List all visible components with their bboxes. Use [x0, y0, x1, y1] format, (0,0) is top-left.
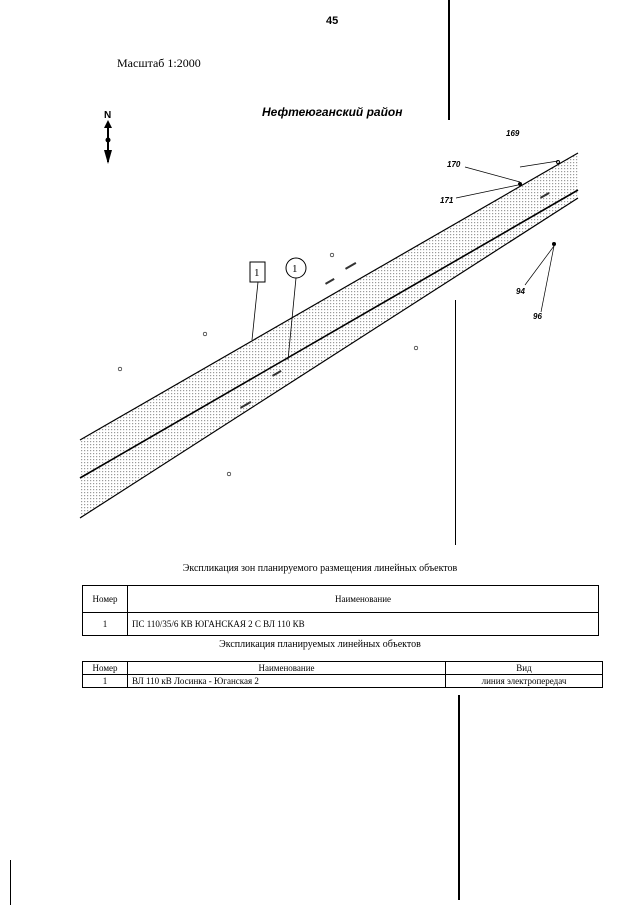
objects-table — [82, 661, 603, 688]
point-169-label: 169 — [506, 129, 520, 138]
table-row — [83, 613, 599, 636]
objects-header-type: Вид — [446, 662, 603, 675]
point-94-label: 94 — [516, 287, 525, 296]
point-96-label: 96 — [533, 312, 542, 321]
scan-line-left-edge — [10, 860, 11, 905]
page-number: 45 — [326, 15, 339, 27]
power-line-axis — [80, 190, 578, 478]
zones-table — [82, 585, 599, 636]
zone-marker — [250, 262, 265, 340]
zones-row-name: ПС 110/35/6 КВ ЮГАНСКАЯ 2 С ВЛ 110 КВ — [128, 613, 599, 636]
planned-zone-area — [80, 153, 578, 518]
zones-table-caption: Экспликация зон планируемого размещения линейных объектов — [182, 563, 458, 574]
objects-row-name: ВЛ 110 кВ Лосинка - Юганская 2 — [128, 675, 446, 688]
zones-header-number: Номер — [83, 586, 128, 613]
point-170-marker — [518, 182, 522, 186]
scan-line-bottom — [458, 695, 460, 900]
objects-table-caption: Экспликация планируемых линейных объектов — [219, 639, 421, 650]
north-arrow-icon — [104, 110, 112, 164]
north-label: N — [104, 110, 112, 121]
point-94-marker — [552, 242, 556, 246]
point-171-label: 171 — [440, 196, 454, 205]
zones-header-name: Наименование — [128, 586, 599, 613]
zones-row-number: 1 — [83, 613, 128, 636]
zone-boundary-bottom — [80, 198, 578, 518]
svg-text:1: 1 — [292, 263, 298, 275]
svg-text:1: 1 — [254, 267, 260, 279]
objects-row-type: линия электропередач — [446, 675, 603, 688]
objects-header-name: Наименование — [128, 662, 446, 675]
district-title: Нефтеюганский район — [262, 105, 403, 119]
objects-header-number: Номер — [83, 662, 128, 675]
scale-label: Масштаб 1:2000 — [117, 56, 201, 70]
zone-boundary-top — [80, 153, 578, 440]
table-row — [83, 675, 603, 688]
point-170-label: 170 — [447, 160, 461, 169]
objects-row-number: 1 — [83, 675, 128, 688]
